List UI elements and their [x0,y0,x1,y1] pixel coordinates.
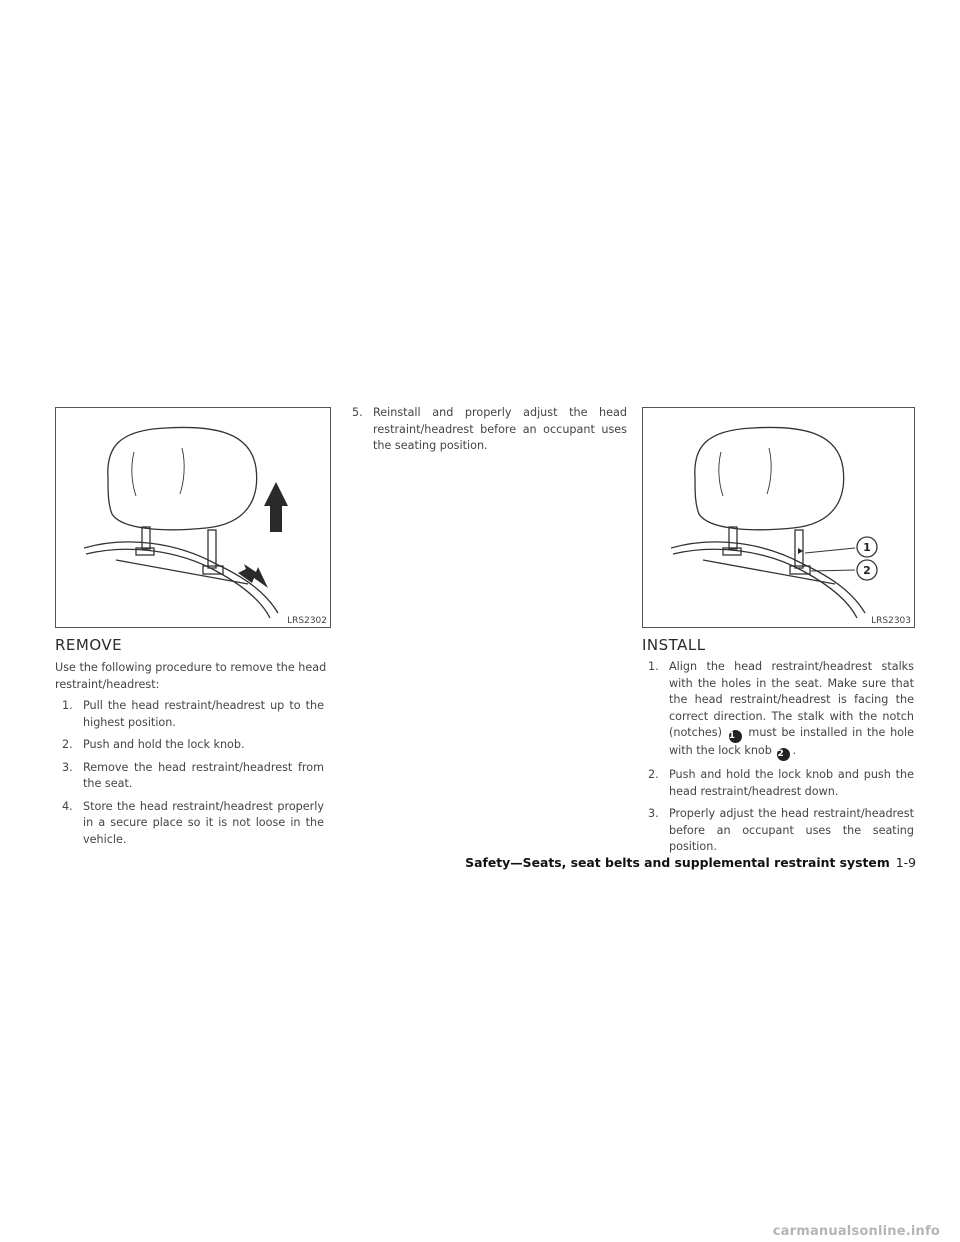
callout-2-marker: 2 [777,748,790,761]
install-steps [648,659,914,862]
list-item: 2. Push and hold the lock knob and push the head restraint/headrest down. [648,768,914,798]
figure-remove [55,407,331,628]
list-item: 1. Pull the head restraint/headrest up to the highest position. [62,699,324,729]
section-heading-install: INSTALL [642,636,706,654]
list-item: 1. Align the head restraint/headrest stalks with the holes in the seat. Make sure that the head restraint/headrest is facing the correct direction. The stalk with the notch (notches) 1 must be installed in the hole with the lock knob 2 . [648,660,915,759]
figure-code: LRS2302 [287,616,327,626]
arrow-up-icon [264,482,288,532]
list-item: 3. Properly adjust the head restraint/headrest before an occupant uses the seating position. [648,807,914,853]
svg-text:2: 2 [863,564,871,577]
notch-marker-icon [798,548,803,554]
remove-steps-col2 [352,405,627,461]
list-item: 4. Store the head restraint/headrest properly in a secure place so it is not loose in the vehicle. [62,799,324,846]
headrest-remove-illustration [56,408,330,627]
list-item: 3. Remove the head restraint/headrest from the seat. [62,760,324,790]
figure-install [642,407,915,628]
arrow-push-icon [238,564,268,588]
callout-1-marker: 1 [729,730,742,743]
page-footer [420,855,916,870]
figure-code: LRS2303 [871,616,911,626]
section-heading-remove: REMOVE [55,636,123,654]
remove-steps-col1 [62,698,324,854]
watermark: carmanualsonline.info [772,1224,940,1239]
footer-title: Safety—Seats, seat belts and supplemental restraint system [465,855,890,870]
page-number: 1-9 [895,855,916,870]
svg-text:1: 1 [863,541,871,554]
list-item: 5. Reinstall and properly adjust the head restraint/headrest before an occupant uses the seating position. [352,406,627,452]
list-item: 2. Push and hold the lock knob. [62,738,245,751]
headrest-install-illustration [643,408,914,627]
callout-1 [857,537,877,557]
callout-2 [857,560,877,580]
remove-intro: Use the following procedure to remove the head restraint/headrest: [55,661,327,691]
